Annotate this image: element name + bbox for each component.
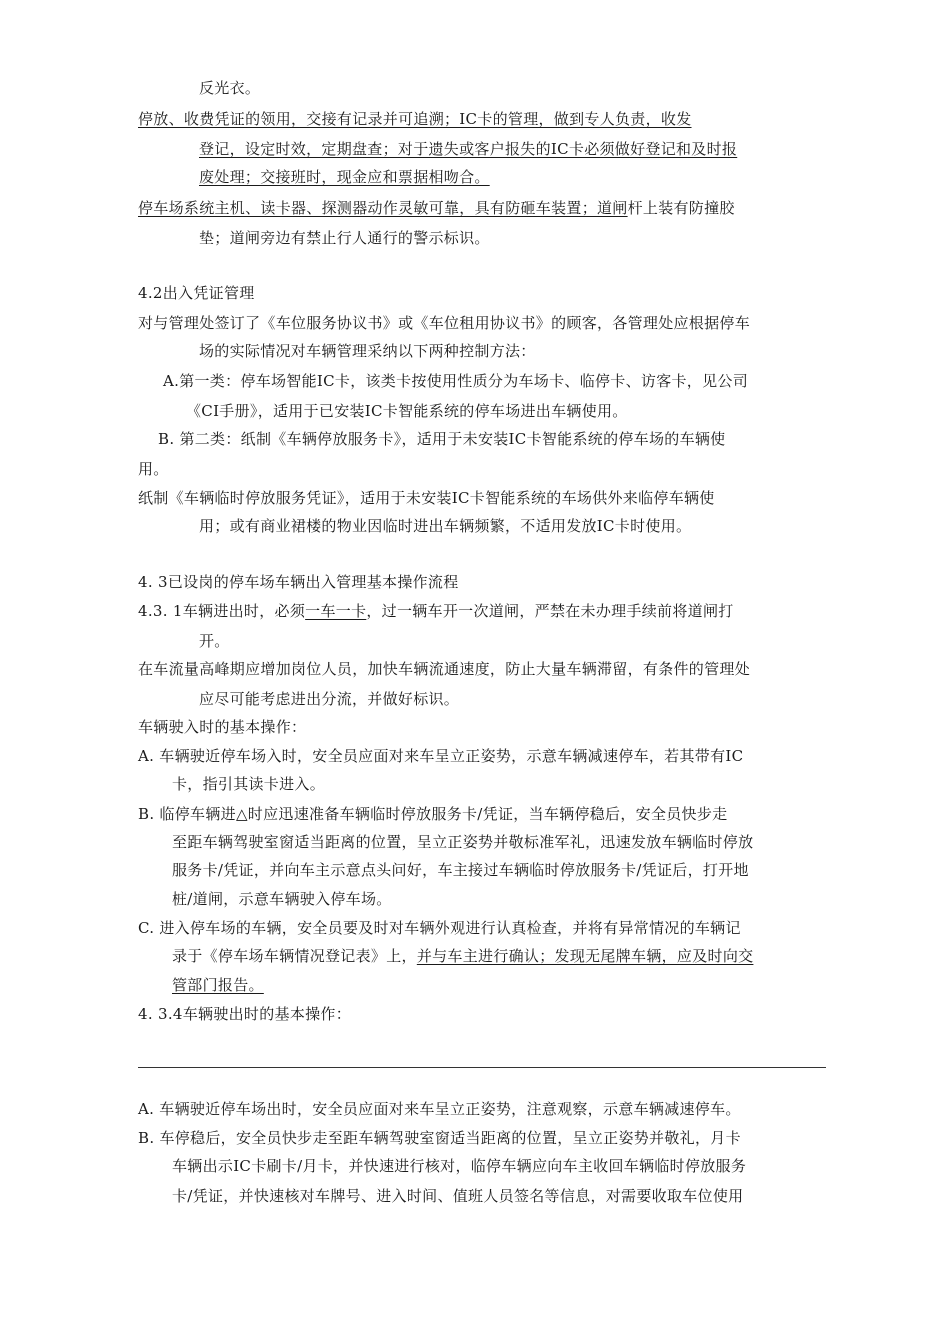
text-line: 反光衣。: [199, 79, 261, 97]
text-span: 4.3. 1车辆进出时，必须: [138, 602, 306, 620]
text-line: 桩/道闸，示意车辆驶入停车场。: [172, 890, 392, 908]
text-line: 登记，设定时效，定期盘查；对于遗失或客户报失的IC卡必须做好登记和及时报: [199, 140, 738, 158]
text-line: [172, 946, 753, 966]
text-line: A. 车辆驶近停车场出时，安全员应面对来车呈立正姿势，注意观察，示意车辆减速停车。: [138, 1100, 741, 1118]
text-line: 垫；道闸旁边有禁止行人通行的警示标识。: [199, 229, 490, 247]
underlined-text: 一车一卡: [305, 602, 367, 620]
text-line: B. 临停车辆进△时应迅速准备车辆临时停放服务卡/凭证，当车辆停稳后，安全员快步走: [138, 805, 728, 823]
text-line: 应尽可能考虑进出分流，并做好标识。: [199, 690, 460, 708]
text-line: 对与管理处签订了《车位服务协议书》或《车位租用协议书》的顾客，各管理处应根据停车: [138, 314, 751, 332]
text-span: ，过一辆车开一次道闸，严禁在未办理手续前将道闸打: [366, 602, 734, 620]
text-line: 《CI手册》，适用于已安装IC卡智能系统的停车场进出车辆使用。: [186, 402, 628, 420]
section-heading: 4. 3已设岗的停车场车辆出入管理基本操作流程: [138, 573, 459, 591]
text-line: B. 第二类：纸制《车辆停放服务卡》，适用于未安装IC卡智能系统的停车场的车辆使: [158, 430, 726, 448]
section-heading: 4. 3.4车辆驶出时的基本操作：: [138, 1005, 352, 1023]
text-line: 用；或有商业裙楼的物业因临时进出车辆频繁，不适用发放IC卡时使用。: [199, 517, 692, 535]
text-span: 录于《停车场车辆情况登记表》上，: [172, 947, 417, 965]
text-line: 车辆驶入时的基本操作：: [138, 718, 307, 736]
text-span: 杆上装有防撞胶: [627, 199, 735, 217]
text-line: 卡/凭证，并快速核对车牌号、进入时间、值班人员签名等信息，对需要收取车位使用: [172, 1187, 744, 1205]
text-line: 车辆出示IC卡刷卡/月卡，并快速进行核对，临停车辆应向车主收回车辆临时停放服务: [172, 1157, 747, 1175]
text-line: [138, 198, 735, 218]
text-line: 至距车辆驾驶室窗适当距离的位置，呈立正姿势并敬标准军礼，迅速发放车辆临时停放: [172, 833, 754, 851]
text-line: A.第一类：停车场智能IC卡，该类卡按使用性质分为车场卡、临停卡、访客卡，见公司: [163, 372, 749, 390]
section-heading: 4.2出入凭证管理: [138, 284, 255, 302]
text-line: 纸制《车辆临时停放服务凭证》，适用于未安装IC卡智能系统的车场供外来临停车辆使: [138, 489, 715, 507]
underlined-text: 并与车主进行确认；发现无尾牌车辆，应及时向交: [416, 947, 754, 965]
text-line: 废处理；交接班时，现金应和票据相吻合。: [199, 168, 490, 186]
underlined-text: 停车场系统主机、读卡器、探测器动作灵敏可靠，具有防砸车装置；道闸: [138, 199, 628, 217]
page-divider: [138, 1067, 826, 1068]
text-line: 停放、收费凭证的领用，交接有记录并可追溯；IC卡的管理，做到专人负责，收发: [138, 110, 692, 128]
text-line: [138, 601, 734, 621]
text-line: 在车流量高峰期应增加岗位人员，加快车辆流通速度，防止大量车辆滞留，有条件的管理处: [138, 660, 751, 678]
text-line: 用。: [138, 460, 169, 478]
text-line: 场的实际情况对车辆管理采纳以下两种控制方法：: [199, 342, 536, 360]
text-line: C. 进入停车场的车辆，安全员要及时对车辆外观进行认真检查，并将有异常情况的车辆记: [138, 919, 741, 937]
text-line: 卡，指引其读卡进入。: [172, 775, 326, 793]
text-line: B. 车停稳后，安全员快步走至距车辆驾驶室窗适当距离的位置，呈立正姿势并敬礼，月卡: [138, 1129, 741, 1147]
text-line: 管部门报告。: [172, 976, 264, 994]
text-line: 服务卡/凭证，并向车主示意点头问好，车主接过车辆临时停放服务卡/凭证后，打开地: [172, 861, 749, 879]
text-line: A. 车辆驶近停车场入时，安全员应面对来车呈立正姿势，示意车辆减速停车，若其带有IC: [138, 747, 744, 765]
text-line: 开。: [199, 632, 230, 650]
